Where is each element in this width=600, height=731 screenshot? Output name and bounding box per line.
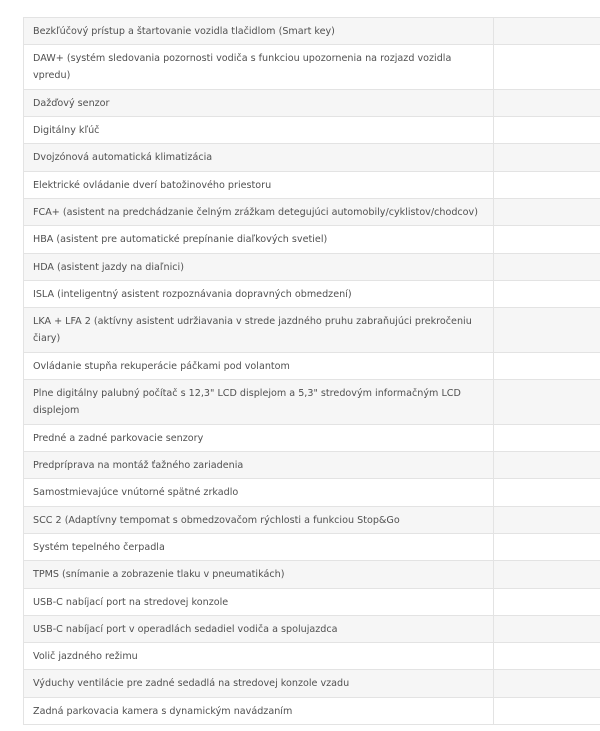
table-row bbox=[24, 452, 600, 479]
feature-value bbox=[494, 479, 600, 506]
table-row bbox=[24, 424, 600, 451]
table-row bbox=[24, 643, 600, 670]
table-row bbox=[24, 561, 600, 588]
feature-label: Volič jazdného režimu bbox=[24, 643, 494, 670]
table-row bbox=[24, 253, 600, 280]
feature-label: Dažďový senzor bbox=[24, 89, 494, 116]
feature-label: USB-C nabíjací port v operadlách sedadiel vodiča a spolujazdca bbox=[24, 615, 494, 642]
table-row bbox=[24, 588, 600, 615]
feature-value bbox=[494, 308, 600, 353]
feature-value bbox=[494, 506, 600, 533]
feature-label: Digitálny kľúč bbox=[24, 117, 494, 144]
feature-value bbox=[494, 380, 600, 425]
feature-label: FCA+ (asistent na predchádzanie čelným zrážkam detegujúci automobily/cyklistov/chodcov) bbox=[24, 199, 494, 226]
feature-label: SCC 2 (Adaptívny tempomat s obmedzovačom rýchlosti a funkciou Stop&Go bbox=[24, 506, 494, 533]
feature-value bbox=[494, 352, 600, 379]
feature-label: Bezkľúčový prístup a štartovanie vozidla tlačidlom (Smart key) bbox=[24, 18, 494, 45]
table-row bbox=[24, 144, 600, 171]
feature-value bbox=[494, 588, 600, 615]
feature-value bbox=[494, 226, 600, 253]
table-row bbox=[24, 506, 600, 533]
features-table bbox=[23, 17, 600, 725]
table-row bbox=[24, 352, 600, 379]
feature-value bbox=[494, 171, 600, 198]
feature-label: Plne digitálny palubný počítač s 12,3" LCD displejom a 5,3" stredovým informačným LCD displejom bbox=[24, 380, 494, 425]
feature-value bbox=[494, 45, 600, 90]
feature-label: HBA (asistent pre automatické prepínanie diaľkových svetiel) bbox=[24, 226, 494, 253]
table-row bbox=[24, 308, 600, 353]
table-row bbox=[24, 380, 600, 425]
table-row bbox=[24, 533, 600, 560]
feature-label: Elektrické ovládanie dverí batožinového priestoru bbox=[24, 171, 494, 198]
feature-value bbox=[494, 452, 600, 479]
table-row bbox=[24, 280, 600, 307]
features-table-container bbox=[23, 17, 600, 725]
feature-label: DAW+ (systém sledovania pozornosti vodiča s funkciou upozornenia na rozjazd vozidla vpredu) bbox=[24, 45, 494, 90]
feature-value bbox=[494, 253, 600, 280]
table-row bbox=[24, 171, 600, 198]
feature-value bbox=[494, 199, 600, 226]
feature-value bbox=[494, 643, 600, 670]
feature-label: Zadná parkovacia kamera s dynamickým navádzaním bbox=[24, 697, 494, 724]
table-row bbox=[24, 89, 600, 116]
feature-value bbox=[494, 18, 600, 45]
feature-label: Samostmievajúce vnútorné spätné zrkadlo bbox=[24, 479, 494, 506]
feature-label: Systém tepelného čerpadla bbox=[24, 533, 494, 560]
table-row bbox=[24, 479, 600, 506]
table-row bbox=[24, 18, 600, 45]
feature-value bbox=[494, 533, 600, 560]
feature-label: ISLA (inteligentný asistent rozpoznávania dopravných obmedzení) bbox=[24, 280, 494, 307]
feature-label: Výduchy ventilácie pre zadné sedadlá na stredovej konzole vzadu bbox=[24, 670, 494, 697]
table-row bbox=[24, 199, 600, 226]
feature-value bbox=[494, 424, 600, 451]
feature-value bbox=[494, 280, 600, 307]
feature-value bbox=[494, 615, 600, 642]
table-row bbox=[24, 45, 600, 90]
feature-label: HDA (asistent jazdy na diaľnici) bbox=[24, 253, 494, 280]
feature-value bbox=[494, 697, 600, 724]
feature-value bbox=[494, 89, 600, 116]
feature-label: Ovládanie stupňa rekuperácie páčkami pod volantom bbox=[24, 352, 494, 379]
feature-label: TPMS (snímanie a zobrazenie tlaku v pneumatikách) bbox=[24, 561, 494, 588]
feature-value bbox=[494, 670, 600, 697]
feature-label: Predpríprava na montáž ťažného zariadenia bbox=[24, 452, 494, 479]
table-row bbox=[24, 670, 600, 697]
feature-label: Predné a zadné parkovacie senzory bbox=[24, 424, 494, 451]
feature-label: USB-C nabíjací port na stredovej konzole bbox=[24, 588, 494, 615]
feature-value bbox=[494, 117, 600, 144]
table-row bbox=[24, 697, 600, 724]
table-row bbox=[24, 226, 600, 253]
feature-label: Dvojzónová automatická klimatizácia bbox=[24, 144, 494, 171]
table-row bbox=[24, 615, 600, 642]
feature-value bbox=[494, 561, 600, 588]
table-row bbox=[24, 117, 600, 144]
feature-label: LKA + LFA 2 (aktívny asistent udržiavania v strede jazdného pruhu zabraňujúci prekročeniu čiary) bbox=[24, 308, 494, 353]
feature-value bbox=[494, 144, 600, 171]
